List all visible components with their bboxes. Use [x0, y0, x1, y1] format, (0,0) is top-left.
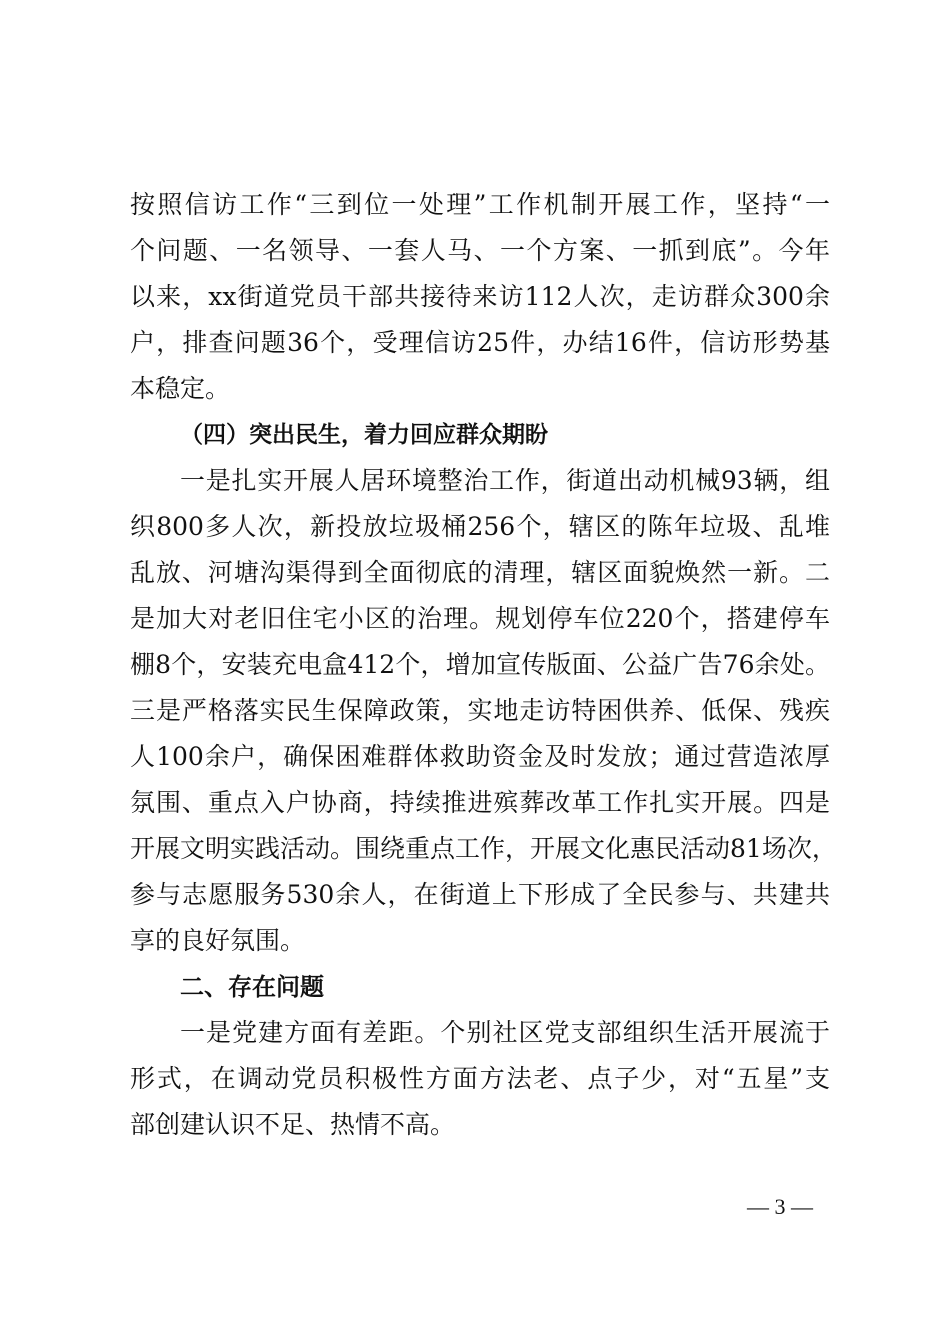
paragraph-line: 是加大对老旧住宅小区的治理。规划停车位220个，搭建停车 — [130, 604, 830, 633]
paragraph-line: 棚8个，安装充电盒412个，增加宣传版面、公益广告76余处。 — [130, 650, 830, 679]
subheading: （四）突出民生，着力回应群众期盼 — [180, 422, 548, 448]
paragraph-line: 享的良好氛围。 — [130, 926, 306, 955]
paragraph-line: 部创建认识不足、热情不高。 — [130, 1110, 456, 1139]
paragraph-line: 一是党建方面有差距。个别社区党支部组织生活开展流于 — [180, 1018, 830, 1047]
paragraph-line: 形式，在调动党员积极性方面方法老、点子少，对“五星”支 — [130, 1064, 830, 1093]
paragraph-line: 开展文明实践活动。围绕重点工作，开展文化惠民活动81场次， — [130, 834, 837, 863]
paragraph-line: 以来，xx街道党员干部共接待来访112人次，走访群众300余 — [130, 282, 830, 311]
paragraph-line: 参与志愿服务530余人，在街道上下形成了全民参与、共建共 — [130, 880, 830, 909]
page-number: — 3 — — [747, 1194, 813, 1219]
paragraph-line: 个问题、一名领导、一套人马、一个方案、一抓到底”。今年 — [130, 236, 830, 265]
paragraph-line: 织800多人次，新投放垃圾桶256个，辖区的陈年垃圾、乱堆 — [130, 512, 830, 541]
paragraph-line: 户，排查问题36个，受理信访25件，办结16件，信访形势基 — [130, 328, 830, 357]
paragraph-line: 乱放、河塘沟渠得到全面彻底的清理，辖区面貌焕然一新。二 — [130, 558, 830, 587]
paragraph-line: 一是扎实开展人居环境整治工作，街道出动机械93辆，组 — [180, 466, 830, 495]
paragraph-line: 本稳定。 — [130, 374, 231, 403]
paragraph-line: 人100余户，确保困难群体救助资金及时发放；通过营造浓厚 — [130, 742, 830, 771]
paragraph-line: 三是严格落实民生保障政策，实地走访特困供养、低保、残疾 — [130, 696, 830, 725]
section-heading: 二、存在问题 — [180, 973, 324, 1001]
paragraph-line: 氛围、重点入户协商，持续推进殡葬改革工作扎实开展。四是 — [130, 788, 830, 817]
paragraph-line: 按照信访工作“三到位一处理”工作机制开展工作，坚持“一 — [130, 190, 830, 219]
